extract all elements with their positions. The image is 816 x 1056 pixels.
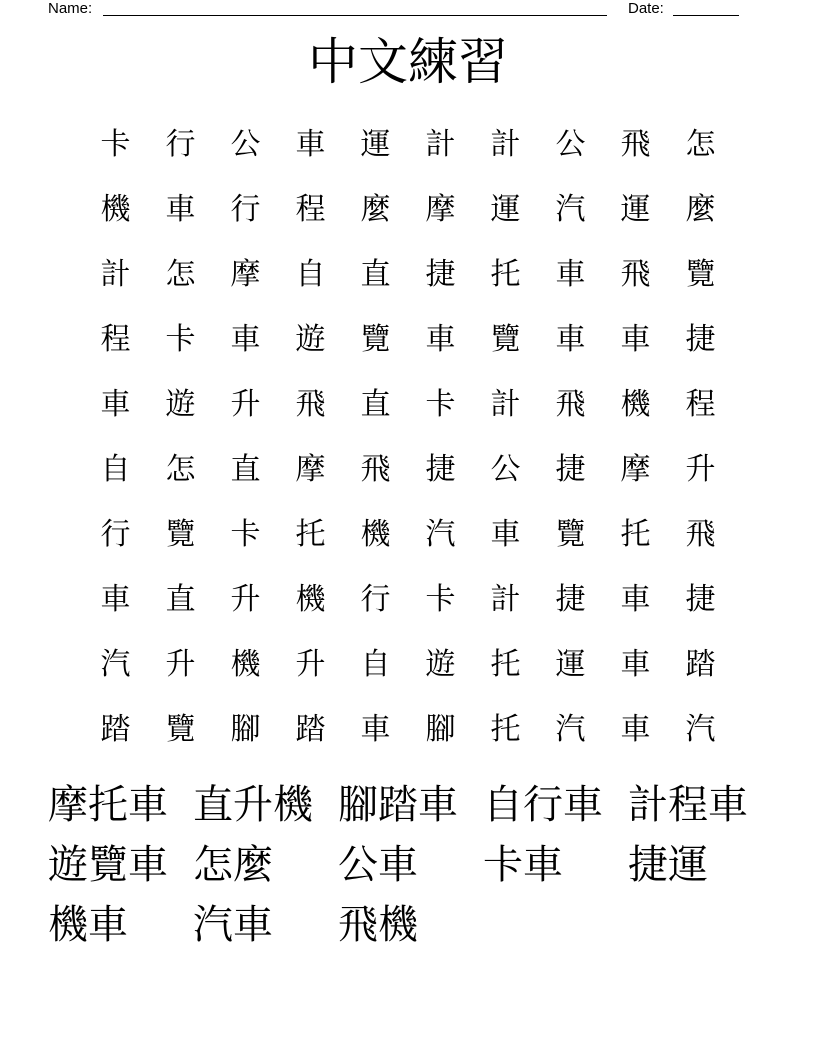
grid-cell: 車 — [620, 711, 651, 747]
grid-cell: 捷 — [685, 581, 716, 617]
grid-cell: 捷 — [425, 256, 456, 292]
grid-cell: 機 — [230, 646, 261, 682]
grid-cell: 遊 — [165, 386, 196, 422]
grid-row — [83, 177, 733, 242]
grid-cell: 運 — [555, 646, 586, 682]
grid-cell: 卡 — [425, 386, 456, 422]
name-label: Name: — [48, 0, 93, 17]
word-bank-item: 汽車 — [193, 902, 273, 948]
grid-cell: 運 — [360, 126, 391, 162]
grid-cell: 自 — [295, 256, 326, 292]
date-blank-line — [673, 15, 739, 16]
grid-cell: 機 — [360, 516, 391, 552]
grid-cell: 汽 — [685, 711, 716, 747]
grid-cell: 車 — [620, 646, 651, 682]
grid-cell: 計 — [490, 126, 521, 162]
grid-cell: 怎 — [165, 451, 196, 487]
grid-cell: 麼 — [685, 191, 716, 227]
grid-cell: 車 — [230, 321, 261, 357]
grid-cell: 程 — [685, 386, 716, 422]
grid-cell: 公 — [555, 126, 586, 162]
grid-cell: 升 — [230, 581, 261, 617]
grid-cell: 升 — [685, 451, 716, 487]
grid-cell: 卡 — [165, 321, 196, 357]
grid-cell: 車 — [620, 321, 651, 357]
word-bank-item: 卡車 — [483, 842, 563, 888]
grid-cell: 摩 — [230, 256, 261, 292]
grid-cell: 托 — [295, 516, 326, 552]
grid-cell: 升 — [165, 646, 196, 682]
grid-cell: 飛 — [295, 386, 326, 422]
grid-cell: 摩 — [620, 451, 651, 487]
grid-cell: 卡 — [230, 516, 261, 552]
grid-cell: 行 — [165, 126, 196, 162]
grid-cell: 車 — [425, 321, 456, 357]
grid-cell: 運 — [490, 191, 521, 227]
grid-cell: 捷 — [555, 581, 586, 617]
grid-cell: 行 — [100, 516, 131, 552]
page-title: 中文練習 — [308, 33, 508, 91]
grid-cell: 升 — [295, 646, 326, 682]
grid-cell: 怎 — [165, 256, 196, 292]
grid-cell: 直 — [360, 256, 391, 292]
word-bank-row — [48, 895, 788, 955]
grid-cell: 公 — [230, 126, 261, 162]
grid-cell: 機 — [100, 191, 131, 227]
grid-row — [83, 697, 733, 762]
grid-cell: 車 — [555, 321, 586, 357]
grid-row — [83, 437, 733, 502]
grid-cell: 覽 — [490, 321, 521, 357]
word-bank-row — [48, 835, 788, 895]
grid-cell: 托 — [490, 711, 521, 747]
grid-cell: 直 — [165, 581, 196, 617]
grid-cell: 公 — [490, 451, 521, 487]
word-bank-item: 機車 — [48, 902, 128, 948]
grid-cell: 飛 — [555, 386, 586, 422]
word-bank-item: 自行車 — [483, 782, 603, 828]
grid-cell: 麼 — [360, 191, 391, 227]
grid-cell: 程 — [295, 191, 326, 227]
word-bank-item: 遊覽車 — [48, 842, 168, 888]
grid-cell: 計 — [490, 386, 521, 422]
grid-cell: 卡 — [100, 126, 131, 162]
grid-cell: 程 — [100, 321, 131, 357]
grid-cell: 行 — [360, 581, 391, 617]
grid-cell: 腳 — [425, 711, 456, 747]
word-bank-item: 直升機 — [193, 782, 313, 828]
grid-cell: 機 — [620, 386, 651, 422]
word-bank-item: 計程車 — [628, 782, 748, 828]
word-bank-item: 摩托車 — [48, 782, 168, 828]
grid-cell: 卡 — [425, 581, 456, 617]
name-blank-line — [103, 15, 607, 16]
grid-row — [83, 632, 733, 697]
grid-cell: 計 — [425, 126, 456, 162]
grid-cell: 汽 — [425, 516, 456, 552]
grid-cell: 踏 — [685, 646, 716, 682]
grid-cell: 飛 — [620, 256, 651, 292]
grid-cell: 怎 — [685, 126, 716, 162]
grid-cell: 計 — [490, 581, 521, 617]
grid-cell: 覽 — [165, 711, 196, 747]
grid-cell: 托 — [490, 256, 521, 292]
grid-cell: 遊 — [425, 646, 456, 682]
grid-cell: 自 — [100, 451, 131, 487]
word-bank-item: 公車 — [338, 842, 418, 888]
grid-cell: 腳 — [230, 711, 261, 747]
grid-cell: 遊 — [295, 321, 326, 357]
character-grid — [83, 112, 733, 762]
grid-cell: 摩 — [425, 191, 456, 227]
grid-cell: 飛 — [360, 451, 391, 487]
grid-cell: 踏 — [100, 711, 131, 747]
grid-cell: 覽 — [555, 516, 586, 552]
grid-cell: 捷 — [555, 451, 586, 487]
grid-cell: 直 — [360, 386, 391, 422]
grid-cell: 覽 — [165, 516, 196, 552]
worksheet-header — [48, 0, 768, 20]
grid-cell: 車 — [295, 126, 326, 162]
grid-row — [83, 372, 733, 437]
word-bank-item: 飛機 — [338, 902, 418, 948]
grid-cell: 汽 — [555, 711, 586, 747]
grid-cell: 車 — [555, 256, 586, 292]
grid-cell: 托 — [490, 646, 521, 682]
grid-row — [83, 242, 733, 307]
grid-cell: 車 — [100, 581, 131, 617]
grid-cell: 直 — [230, 451, 261, 487]
grid-cell: 車 — [490, 516, 521, 552]
word-bank-row — [48, 775, 788, 835]
grid-cell: 踏 — [295, 711, 326, 747]
grid-cell: 車 — [620, 581, 651, 617]
grid-row — [83, 307, 733, 372]
word-bank-item: 腳踏車 — [338, 782, 458, 828]
grid-cell: 捷 — [425, 451, 456, 487]
word-bank-item: 怎麼 — [193, 842, 273, 888]
grid-row — [83, 502, 733, 567]
grid-cell: 車 — [360, 711, 391, 747]
grid-cell: 摩 — [295, 451, 326, 487]
grid-cell: 覽 — [685, 256, 716, 292]
grid-cell: 計 — [100, 256, 131, 292]
grid-cell: 機 — [295, 581, 326, 617]
grid-cell: 汽 — [555, 191, 586, 227]
grid-cell: 車 — [100, 386, 131, 422]
date-label: Date: — [628, 0, 664, 17]
grid-cell: 托 — [620, 516, 651, 552]
word-bank-item: 捷運 — [628, 842, 708, 888]
grid-cell: 運 — [620, 191, 651, 227]
grid-cell: 車 — [165, 191, 196, 227]
grid-row — [83, 567, 733, 632]
grid-cell: 覽 — [360, 321, 391, 357]
grid-cell: 汽 — [100, 646, 131, 682]
grid-cell: 升 — [230, 386, 261, 422]
grid-cell: 自 — [360, 646, 391, 682]
word-bank — [48, 775, 788, 955]
grid-cell: 飛 — [685, 516, 716, 552]
grid-cell: 捷 — [685, 321, 716, 357]
grid-cell: 行 — [230, 191, 261, 227]
grid-cell: 飛 — [620, 126, 651, 162]
grid-row — [83, 112, 733, 177]
